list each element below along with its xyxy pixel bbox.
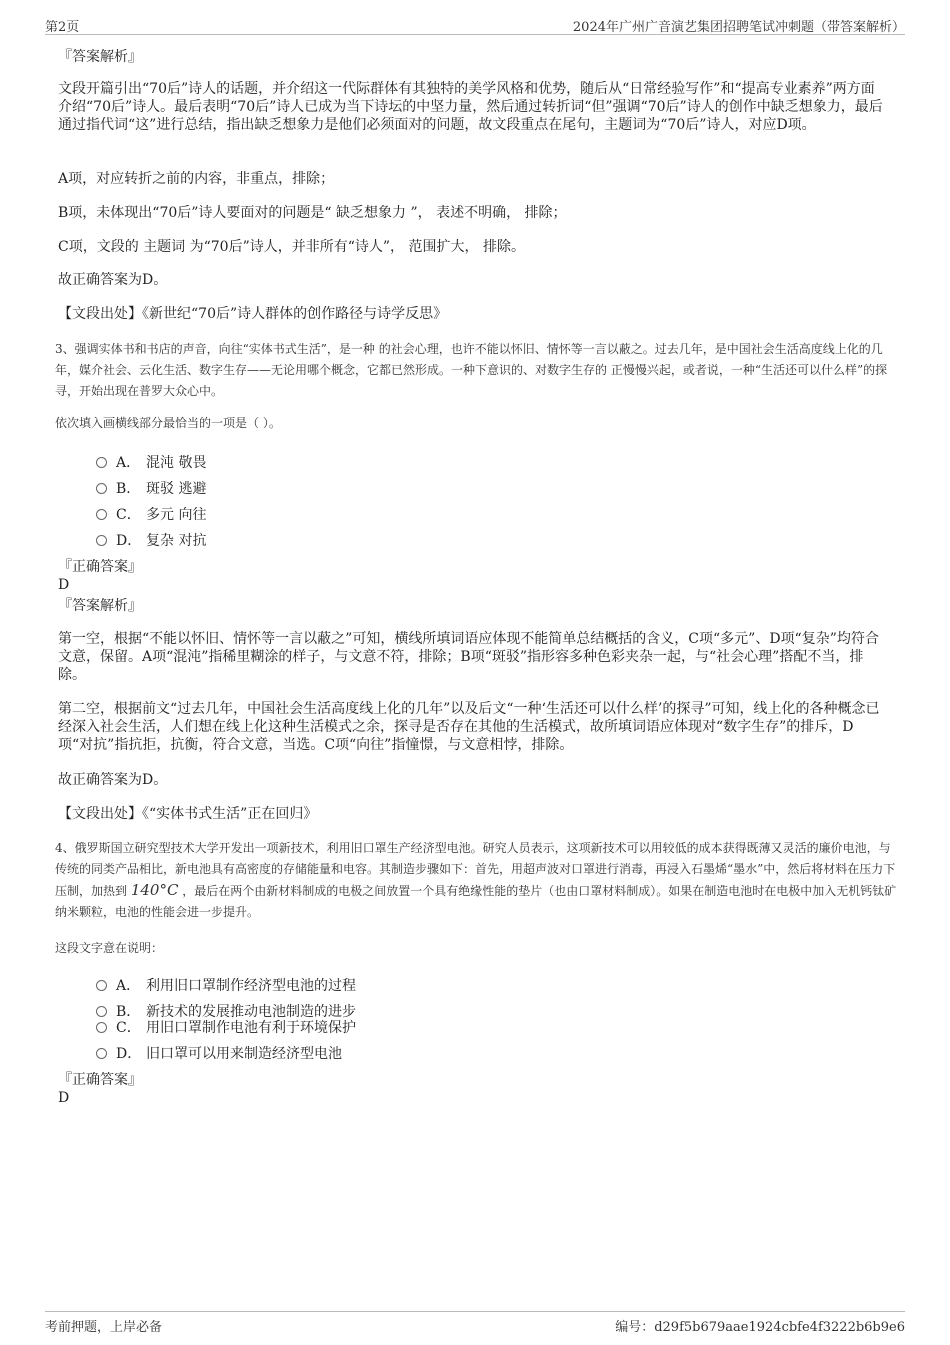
q3-option-b[interactable]: B． 斑驳 逃避: [96, 478, 206, 496]
q4-option-a[interactable]: A． 利用旧口罩制作经济型电池的过程: [96, 975, 356, 993]
q4-stem: 4、俄罗斯国立研究型技术大学开发出一项新技术，利用旧口罩生产经济型电池。研究人员表示，这项新技术可以用较低的成本获得既薄又灵活的廉价电池，与传统的同类产品相比，新电池具有高密度的存储能量和电容。其制造步骤如下：首先，用超声波对口罩进行消毒，再浸入石墨烯“墨水”中，然后将材料在压力下压制，加热到 140°C ，最后在两个由新材料制成的电极之间放置一个具有绝缘性能的垫片（也由口罩材料制成）。如果在制造电池时在电极中加入无机钙钛矿纳米颗粒，电池的性能会进一步提升。: [55, 841, 897, 919]
q2-analysis-paragraph: 文段开篇引出“70后”诗人的话题，并介绍这一代际群体有其独特的美学风格和优势，随后从“日常经验写作”和“提高专业素养”两方面介绍“70后”诗人。最后表明“70后”诗人已成为当下诗坛的中坚力量，然后通过转折词“但”强调“70后”诗人的创作中缺乏想象力，最后通过指代词“这”进行总结，指出缺乏想象力是他们必须面对的问题，故文段重点在尾句，主题词为“70后”诗人，对应D项。: [58, 81, 883, 133]
q2-analysis-label: 『答案解析』: [58, 49, 142, 65]
q3-stem: 3、强调实体书和书店的声音，向往“实体书式生活”，是一种 的社会心理，也许不能以怀旧、情怀等一言以蔽之。过去几年，是中国社会生活高度线上化的几年，媒介社会、云化生活、数字生存——无论用哪个概念，它都已然形成。一种下意识的、对数字生存的 正慢慢兴起，或者说，一种“生活还可以什么样”的探寻，开始出现在普罗大众心中。: [55, 342, 888, 398]
q4-prompt: 这段文字意在说明：: [55, 941, 164, 955]
q3-source: 【文段出处】《“实体书式生活”正在回归》: [58, 806, 318, 822]
q3-analysis-label: 『答案解析』: [58, 598, 142, 614]
radio-button-icon[interactable]: [96, 483, 107, 494]
q4-option-b[interactable]: B． 新技术的发展推动电池制造的进步: [96, 1001, 356, 1019]
q3-option-d[interactable]: D． 复杂 对抗: [96, 530, 206, 548]
document-title: 2024年广州广音演艺集团招聘笔试冲刺题（带答案解析）: [572, 20, 905, 35]
footer-slogan: 考前押题，上岸必备: [45, 1320, 163, 1335]
q3-answer-label: 『正确答案』: [58, 559, 142, 575]
document-id: 编号：d29f5b679aae1924cbfe4f3222b6b9e6: [615, 1320, 905, 1335]
page-header: [45, 14, 905, 35]
radio-button-icon[interactable]: [96, 1048, 107, 1059]
page-number: 第2页: [45, 20, 80, 35]
q2-analysis-option-c: C项，文段的 主题词 为“70后”诗人，并非所有“诗人”， 范围扩大， 排除。: [58, 239, 525, 255]
radio-button-icon[interactable]: [96, 457, 107, 468]
q3-analysis-paragraph-1: 第一空，根据“不能以怀旧、情怀等一言以蔽之”可知，横线所填词语应体现不能简单总结概括的含义，C项“多元”、D项“复杂”均符合文意，保留。A项“混沌”指稀里糊涂的样子，与文意不符，排除；B项“斑驳”指形容多种色彩夹杂一起，与“社会心理”搭配不当，排除。: [58, 631, 879, 683]
q2-conclusion: 故正确答案为D。: [58, 272, 168, 288]
radio-button-icon[interactable]: [96, 980, 107, 991]
page-footer: [45, 1311, 905, 1334]
temperature-value: 140°C: [130, 881, 179, 899]
radio-button-icon[interactable]: [96, 535, 107, 546]
q4-answer-label: 『正确答案』: [58, 1072, 142, 1088]
q2-analysis-option-a: A项，对应转折之前的内容，非重点，排除；: [58, 171, 335, 187]
q2-analysis-option-b: B项，未体现出“70后”诗人要面对的问题是“ 缺乏想象力 ”， 表述不明确， 排除；: [58, 205, 567, 221]
q3-conclusion: 故正确答案为D。: [58, 772, 168, 788]
radio-button-icon[interactable]: [96, 1022, 107, 1033]
q2-source: 【文段出处】《新世纪“70后”诗人群体的创作路径与诗学反思》: [58, 306, 448, 322]
q4-option-c[interactable]: C． 用旧口罩制作电池有利于环境保护: [96, 1017, 356, 1035]
q3-answer: D: [58, 577, 70, 593]
q3-option-c[interactable]: C． 多元 向往: [96, 504, 206, 522]
q3-prompt: 依次填入画横线部分最恰当的一项是（ ）。: [55, 416, 281, 430]
radio-button-icon[interactable]: [96, 1006, 107, 1017]
radio-button-icon[interactable]: [96, 509, 107, 520]
q3-analysis-paragraph-2: 第二空，根据前文“过去几年，中国社会生活高度线上化的几年”以及后文“一种‘生活还可以什么样’的探寻”可知，线上化的各种概念已经深入社会生活，人们想在线上化这种生活模式之余，探寻是否存在其他的生活模式，故所填词语应体现对“数字生存”的排斥，D项“对抗”指抗拒，抗衡，符合文意，当选。C项“向往”指憧憬，与文意相悖，排除。: [58, 701, 880, 753]
q3-option-a[interactable]: A． 混沌 敬畏: [96, 452, 206, 470]
q4-answer: D: [58, 1090, 70, 1106]
q4-option-d[interactable]: D． 旧口罩可以用来制造经济型电池: [96, 1043, 342, 1061]
